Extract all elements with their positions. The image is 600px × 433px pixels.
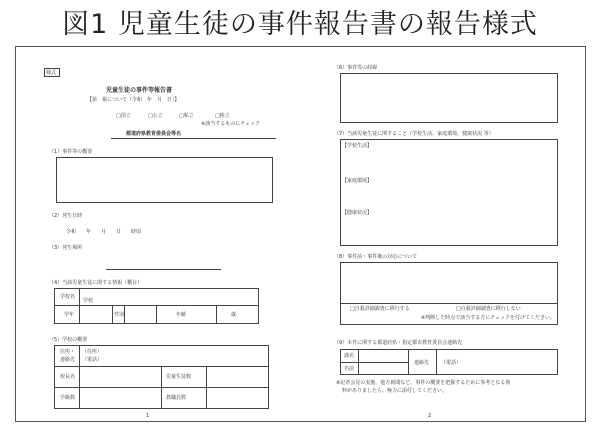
s7-home: 【家庭環境】: [342, 178, 373, 184]
s8-note: ※判断した時点で該当する方にチェックを付けてください。: [421, 315, 556, 321]
s9-col-divider-2: [408, 349, 409, 375]
s4-age-unit: 歳: [231, 312, 237, 318]
s2-heading: （2）発生日時: [49, 213, 83, 219]
s1-heading: （1）事件等の概要: [49, 149, 93, 155]
s4-sex: 性別: [114, 312, 125, 318]
s9-row-divider: [340, 362, 408, 363]
report-line: 【第 報について（令和 年 月 日）】: [87, 97, 180, 103]
s9-col-divider-1: [358, 349, 359, 375]
s5-address: 住所・: [60, 349, 76, 355]
s7-health: 【健康状況】: [342, 210, 373, 216]
format-tag: 様式: [46, 70, 57, 76]
s9-col-divider-3: [436, 349, 437, 375]
s4-heading: （4）当該児童生徒に関する情報（概在）: [49, 280, 143, 286]
board-name: 都道府県教育委員会等名: [126, 131, 182, 137]
s3-heading: （3）発生場所: [49, 245, 83, 251]
s9-dept: 課名: [344, 353, 355, 359]
s5-phone: （電話）: [82, 357, 103, 363]
s5-address2: （住所）: [82, 349, 103, 355]
s4-school-label: 学校名: [60, 294, 76, 300]
s5-heading: （5）学校の概要: [49, 337, 88, 343]
school-type-private[interactable]: □私立: [179, 113, 194, 119]
s9-contact: 連絡先: [414, 360, 430, 366]
s9-heading: （9）本件に関する都道府県・指定都市教育委員会連絡先: [334, 340, 463, 346]
s7-box[interactable]: [340, 139, 558, 246]
form-sheet: [15, 46, 586, 422]
school-type-national[interactable]: □国立: [116, 113, 131, 119]
s4-col-divider-5: [216, 305, 217, 324]
s5-student-count: 児童生徒数: [166, 374, 192, 380]
s5-col-divider-1: [79, 345, 80, 409]
s9-footnote-2: 料がありましたら、極力に添付してください。: [342, 388, 448, 394]
s7-heading: （7）当該児童生徒に関すること（学校生活、家庭環境、健康状況 等）: [334, 131, 494, 137]
school-type-corporate[interactable]: □株立: [215, 113, 230, 119]
s1-box[interactable]: [56, 157, 273, 203]
s4-school-suffix: 学校: [83, 298, 94, 304]
s5-col-divider-3: [206, 366, 207, 409]
s5-contact: 連絡先: [60, 357, 76, 363]
s6-heading: （6）事件等の経緯: [334, 65, 378, 71]
board-name-underline: [111, 138, 276, 139]
s4-col-divider-1: [79, 288, 80, 324]
s9-phone: （電話）: [441, 360, 462, 366]
s4-age: 年齢: [176, 312, 187, 318]
s9-footnote-1: ※記者会見の実施、他方新聞など、事件の概要を把握するために参考となる資: [336, 380, 511, 386]
s5-col-divider-2: [161, 366, 162, 409]
s6-box[interactable]: [340, 73, 558, 123]
school-type-note: ※該当するものにチェック: [201, 121, 261, 127]
s4-grade: 学年: [64, 312, 75, 318]
s5-class-count: 学級数: [60, 395, 76, 401]
left-page-number: 1: [146, 413, 150, 419]
s8-option-migrate[interactable]: □自殺詳細調査に移行する: [350, 306, 410, 312]
figure-title: 図1 児童生徒の事件報告書の報告様式: [62, 9, 538, 40]
s5-teacher-count: 教職員数: [166, 395, 187, 401]
s9-name: 名前: [344, 366, 355, 372]
s8-option-no-migrate[interactable]: □自殺詳細調査に移行しない: [456, 306, 521, 312]
right-page-number: 2: [428, 413, 432, 419]
doc-title: 児童生徒の事件等報告書: [106, 87, 173, 94]
s3-underline: [106, 269, 221, 270]
s8-divider: [340, 303, 558, 304]
s8-heading: （8）事件前・事件後の対応について: [334, 254, 418, 260]
s5-principal: 校長名: [60, 374, 76, 380]
s4-col-divider-2: [112, 305, 113, 324]
s4-col-divider-3: [124, 305, 125, 324]
s4-col-divider-4: [156, 305, 157, 324]
s2-datetime: 令和 年 月 日 時頃: [66, 229, 142, 235]
school-type-public[interactable]: □公立: [148, 113, 163, 119]
s7-school-life: 【学校生活】: [342, 143, 373, 149]
